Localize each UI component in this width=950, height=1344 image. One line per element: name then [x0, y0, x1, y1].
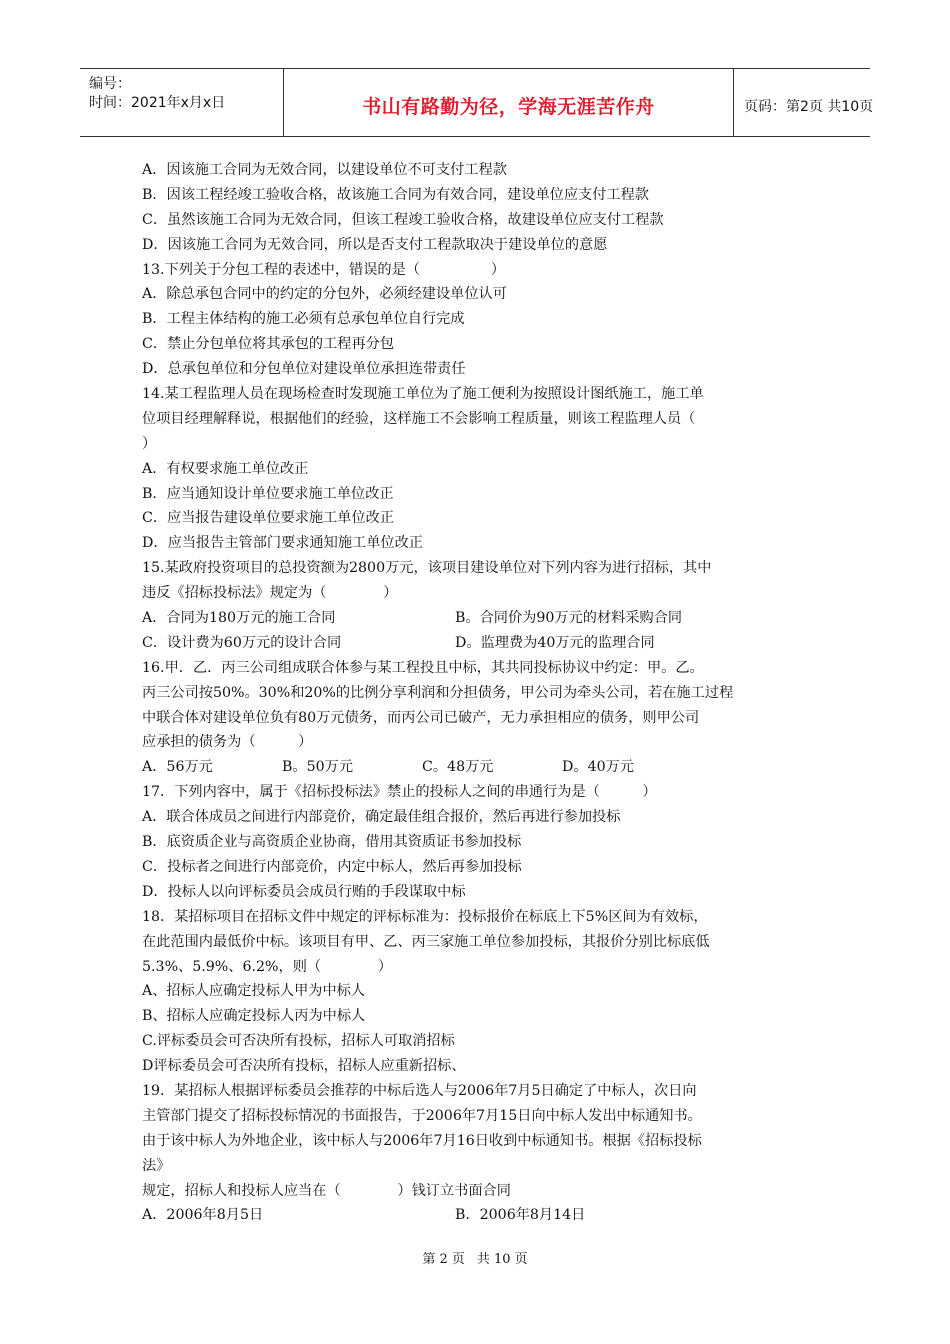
option-text: A．56万元	[142, 759, 213, 776]
footer-page-number: 第 2 页	[422, 1252, 465, 1267]
option-text: B。合同价为90万元的材料采购合同	[455, 610, 683, 627]
text-line: D．投标人以向评标委员会成员行贿的手段谋取中标	[142, 883, 466, 900]
text-line: 违反《招标投标法》规定为（ ）	[142, 585, 398, 602]
text-line: ）	[142, 435, 157, 452]
header-meta	[80, 69, 283, 136]
text-line: B．应当通知设计单位要求施工单位改正	[142, 485, 394, 502]
text-line: D评标委员会可否决所有投标，招标人应重新招标、	[142, 1058, 466, 1075]
text-line: A．因该施工合同为无效合同，以建设单位不可支付工程款	[142, 162, 507, 178]
option-text: A．合同为180万元的施工合同	[142, 610, 336, 627]
option-row	[142, 755, 812, 780]
question-19: 19．某招标人根据评标委员会推荐的中标后选人与2006年7月5日确定了中标人，次日向	[142, 1082, 697, 1099]
header-motto: 书山有路勤为径，学海无涯苦作舟	[362, 96, 655, 118]
text-line: B．底资质企业与高资质企业协商，借用其资质证书参加投标	[142, 834, 522, 851]
text-line: D．总承包单位和分包单位对建设单位承担连带责任	[142, 361, 466, 378]
option-row	[142, 606, 812, 631]
text-line: B．因该工程经竣工验收合格，故该施工合同为有效合同，建设单位应支付工程款	[142, 186, 649, 203]
text-line: C.评标委员会可否决所有投标，招标人可取消招标	[142, 1033, 455, 1050]
text-line: D．应当报告主管部门要求通知施工单位改正	[142, 535, 423, 552]
text-line: 法》	[142, 1157, 171, 1174]
text-line: B、招标人应确定投标人丙为中标人	[142, 1008, 366, 1025]
option-text: D。40万元	[562, 759, 634, 776]
text-line: 由于该中标人为外地企业，该中标人与2006年7月16日收到中标通知书。根据《招标投标	[142, 1132, 702, 1149]
question-15: 15.某政府投资项目的总投资额为2800万元，该项目建设单位对下列内容为进行招标，其中	[142, 560, 712, 577]
option-text: C．设计费为60万元的设计合同	[142, 634, 342, 651]
text-line: C．禁止分包单位将其承包的工程再分包	[142, 336, 395, 353]
page-footer	[0, 1248, 950, 1267]
text-line: A、招标人应确定投标人甲为中标人	[142, 983, 366, 1000]
question-13: 13.下列关于分包工程的表述中，错误的是（ ）	[142, 261, 506, 278]
text-line: 主管部门提交了招标投标情况的书面报告，于2006年7月15日向中标人发出中标通知书。	[142, 1107, 702, 1124]
text-line: C．虽然该施工合同为无效合同，但该工程竣工验收合格，故建设单位应支付工程款	[142, 211, 664, 228]
option-row	[142, 1203, 812, 1228]
text-line: 在此范围内最低价中标。该项目有甲、乙、丙三家施工单位参加投标，其报价分别比标底低	[142, 933, 710, 950]
option-text: A．2006年8月5日	[142, 1207, 264, 1224]
text-line: 丙三公司按50%。30%和20%的比例分享利润和分担债务，甲公司为牵头公司，若在施工过程	[142, 684, 734, 701]
option-text: B。50万元	[282, 759, 354, 776]
option-text: D。监理费为40万元的监理合同	[455, 634, 655, 651]
text-line: A．有权要求施工单位改正	[142, 460, 309, 477]
text-line: 5.3%、5.9%、6.2%，则（ ）	[142, 958, 393, 975]
text-line: 中联合体对建设单位负有80万元债务，而丙公司已破产，无力承担相应的债务，则甲公司	[142, 709, 700, 726]
option-text: C。48万元	[422, 759, 494, 776]
question-14: 14.某工程监理人员在现场检查时发现施工单位为了施工便利为按照设计图纸施工，施工单	[142, 386, 704, 403]
text-line: C．应当报告建设单位要求施工单位改正	[142, 510, 395, 527]
footer-page-total: 共 10 页	[476, 1252, 528, 1267]
document-body	[142, 158, 812, 1228]
text-line: 位项目经理解释说，根据他们的经验，这样施工不会影响工程质量，则该工程监理人员（	[142, 410, 696, 427]
text-line: D．因该施工合同为无效合同，所以是否支付工程款取决于建设单位的意愿	[142, 236, 608, 253]
text-line: A．除总承包合同中的约定的分包外，必须经建设单位认可	[142, 286, 507, 303]
document-time-label: 时间：2021年x月x日	[89, 95, 226, 111]
text-line: C．投标者之间进行内部竞价，内定中标人，然后再参加投标	[142, 858, 522, 875]
text-line: 应承担的债务为（ ）	[142, 734, 313, 751]
text-line: A．联合体成员之间进行内部竞价，确定最佳组合报价，然后再进行参加投标	[142, 809, 621, 826]
header-motto-cell	[283, 69, 734, 136]
text-line: 规定，招标人和投标人应当在（ ）钱订立书面合同	[142, 1182, 511, 1199]
question-18: 18．某招标项目在招标文件中规定的评标标准为：投标报价在标底上下5%区间为有效标，	[142, 908, 708, 925]
text-line: B．工程主体结构的施工必须有总承包单位自行完成	[142, 311, 465, 328]
option-row	[142, 631, 812, 656]
header-page-info: 页码：第2页 共10页	[744, 98, 874, 115]
question-17: 17．下列内容中，属于《招标投标法》禁止的投标人之间的串通行为是（ ）	[142, 784, 657, 801]
document-number-label: 编号：	[89, 76, 131, 92]
option-text: B．2006年8月14日	[455, 1207, 586, 1224]
page-header	[80, 68, 874, 137]
question-16: 16.甲．乙．丙三公司组成联合体参与某工程投且中标，其共同投标协议中约定：甲。乙。	[142, 659, 704, 676]
